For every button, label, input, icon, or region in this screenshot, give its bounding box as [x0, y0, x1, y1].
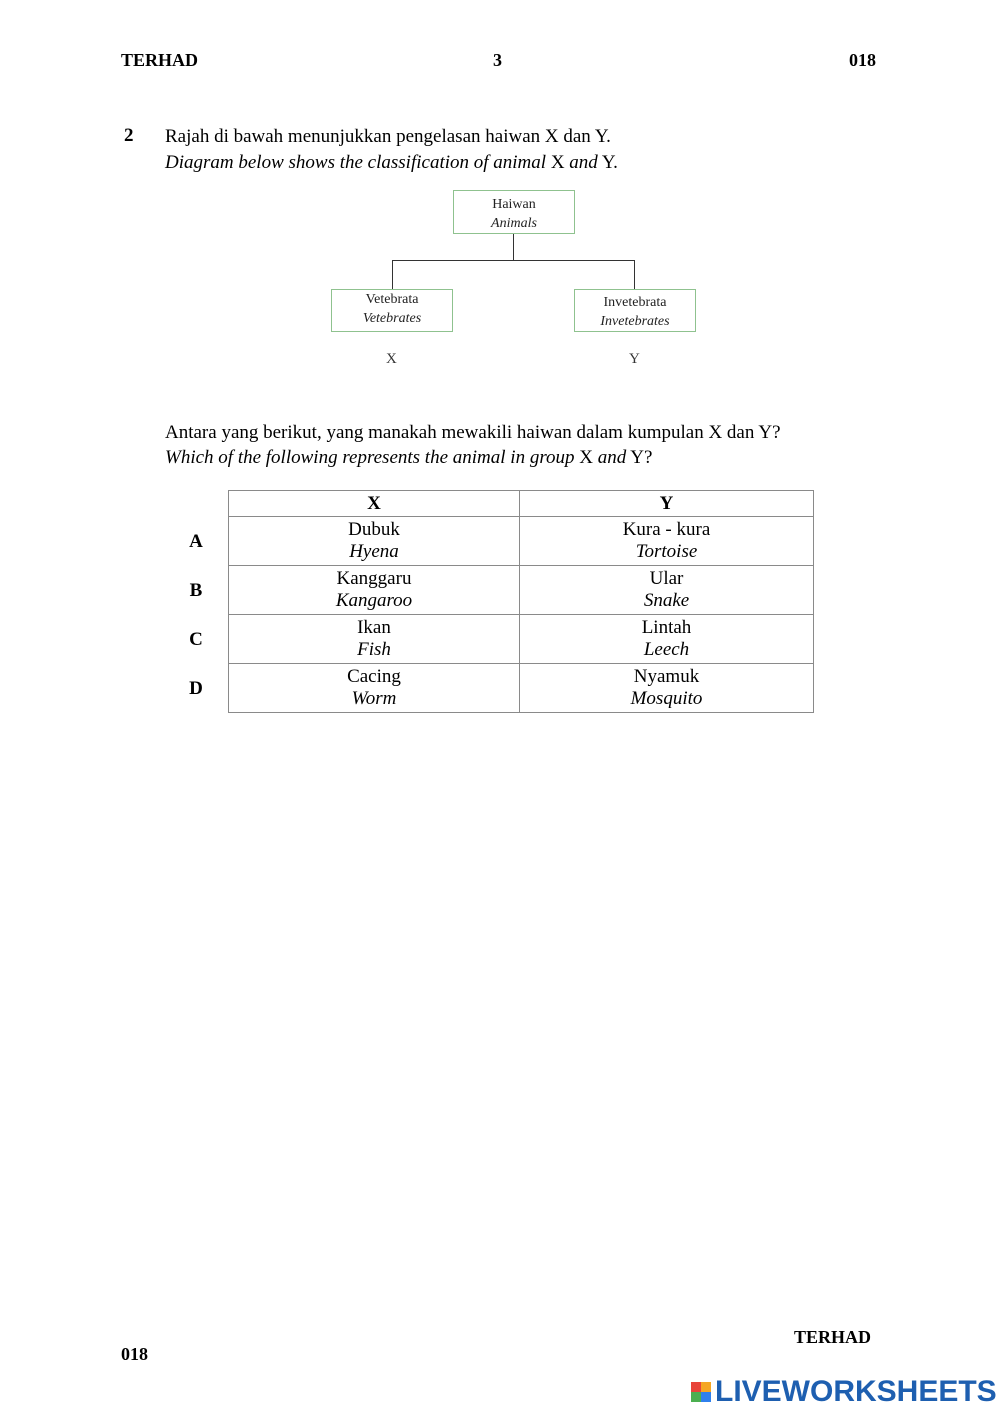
diagram-left-malay: Vetebrata: [365, 292, 419, 307]
diagram-label-y: Y: [629, 351, 640, 367]
prompt-en-and: and: [597, 447, 627, 468]
cell-x: [229, 517, 520, 566]
cell-english: Hyena: [349, 541, 399, 562]
diagram-root-box: [453, 190, 575, 234]
diagram-right-malay: Invetebrata: [603, 295, 667, 310]
option-label-a[interactable]: A: [189, 531, 203, 552]
cell-malay: Lintah: [641, 617, 692, 638]
cell-malay: Kura - kura: [622, 519, 711, 540]
liveworksheets-logo[interactable]: [691, 1374, 997, 1410]
diagram-root-english: Animals: [491, 216, 537, 231]
cell-y: [520, 664, 814, 713]
cell-x: [229, 615, 520, 664]
liveworksheets-mark-icon: [691, 1382, 711, 1402]
question-en-y: Y.: [597, 152, 618, 173]
diagram-left-box: [331, 289, 453, 332]
diagram-connector-left: [392, 260, 393, 289]
cell-english: Kangaroo: [335, 590, 413, 611]
table-row[interactable]: [229, 566, 814, 615]
footer-left: 018: [121, 1344, 148, 1364]
cell-y: [520, 517, 814, 566]
cell-malay: Dubuk: [348, 519, 400, 540]
cell-malay: Ular: [649, 568, 684, 589]
cell-english: Leech: [643, 639, 690, 660]
diagram-connector-bar: [392, 260, 635, 261]
column-header-y: Y: [520, 491, 814, 517]
options-table: [228, 490, 814, 713]
option-label-d[interactable]: D: [189, 678, 203, 699]
cell-malay: Nyamuk: [633, 666, 700, 687]
page-number: 3: [493, 50, 502, 70]
question-number: 2: [124, 125, 134, 146]
diagram-connector-right: [634, 260, 635, 289]
question-en-and: and: [569, 152, 598, 173]
cell-x: [229, 566, 520, 615]
cell-english: Worm: [351, 688, 397, 709]
liveworksheets-wordmark: LIVEWORKSHEETS: [715, 1375, 997, 1408]
cell-malay: Cacing: [347, 666, 401, 687]
cell-english: Snake: [643, 590, 690, 611]
column-header-x: X: [229, 491, 520, 517]
prompt-en-x: X: [574, 447, 598, 468]
cell-english: Fish: [357, 639, 391, 660]
cell-malay: Kanggaru: [336, 568, 412, 589]
footer-right: TERHAD: [794, 1327, 872, 1347]
question-en-x: X: [546, 152, 570, 173]
option-label-b[interactable]: B: [189, 580, 203, 601]
diagram-connector-stem: [513, 234, 514, 260]
prompt-text-english: [165, 445, 652, 471]
cell-english: Mosquito: [630, 688, 703, 709]
cell-malay: Ikan: [357, 617, 391, 638]
question-text-english: [165, 150, 618, 176]
cell-english: Tortoise: [635, 541, 698, 562]
cell-y: [520, 566, 814, 615]
table-header-row: [229, 491, 814, 517]
header-right: 018: [849, 50, 876, 70]
table-row[interactable]: [229, 615, 814, 664]
cell-x: [229, 664, 520, 713]
prompt-en-y: Y?: [626, 447, 653, 468]
diagram-left-english: Vetebrates: [362, 311, 422, 326]
table-row[interactable]: [229, 517, 814, 566]
diagram-label-x: X: [386, 351, 397, 367]
option-label-c[interactable]: C: [189, 629, 203, 650]
diagram-right-english: Invetebrates: [600, 314, 670, 329]
diagram-right-box: [574, 289, 696, 332]
header-left: TERHAD: [121, 50, 199, 70]
question-text-malay: Rajah di bawah menunjukkan pengelasan haiwan X dan Y.: [165, 126, 611, 147]
table-row[interactable]: [229, 664, 814, 713]
question-en-part1: Diagram below shows the classification of animal: [165, 152, 547, 173]
cell-y: [520, 615, 814, 664]
prompt-text-malay: Antara yang berikut, yang manakah mewakili haiwan dalam kumpulan X dan Y?: [165, 422, 781, 443]
diagram-root-malay: Haiwan: [492, 197, 536, 212]
prompt-en-part1: Which of the following represents the animal in group: [165, 447, 575, 468]
